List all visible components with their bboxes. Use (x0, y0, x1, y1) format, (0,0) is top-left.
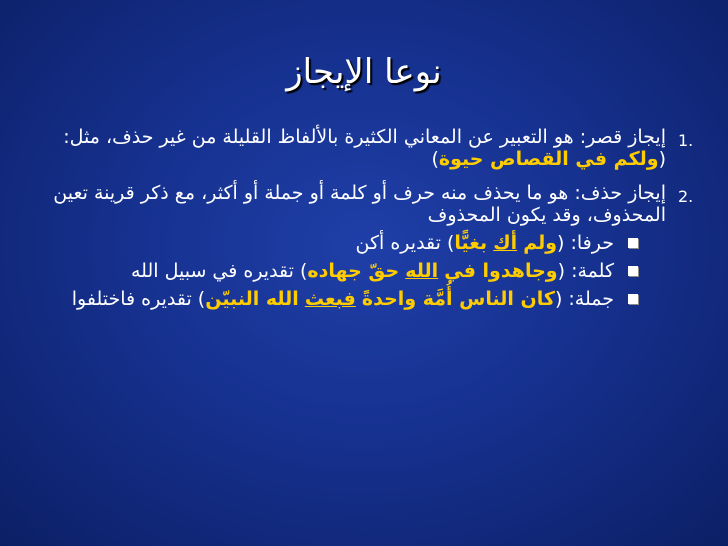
quote-highlight: ولكم في القصاص حيوة (438, 148, 659, 170)
square-bullet-icon (628, 238, 638, 248)
quote-highlight: ولم (523, 232, 558, 254)
item-text-end: ) (431, 148, 439, 170)
square-bullet-icon (628, 294, 638, 304)
quote-underlined: أك (493, 232, 518, 254)
quote-highlight: بغيًّا (454, 232, 488, 254)
item-number: 1. (678, 131, 694, 150)
quote-highlight: وجاهدوا في (444, 260, 558, 282)
list-item-2 (24, 182, 694, 226)
sub-label: حرفا: ( (557, 232, 614, 254)
sub-label: جملة: ( (554, 288, 614, 310)
sub-rest: ) تقديره فاختلفوا (71, 288, 206, 310)
quote-underlined: الله (405, 260, 439, 282)
quote-underlined: فبعث (304, 288, 356, 310)
sub-rest: ) تقديره أكن (355, 232, 455, 254)
quote-highlight: كان الناس أُمَّة واحدةً (361, 288, 555, 310)
sub-item-harf (24, 232, 614, 254)
quote-highlight: الله النبيّن (205, 288, 299, 310)
sub-rest: ) تقديره في سبيل الله (131, 260, 308, 282)
quote-highlight: حقّ جهاده (307, 260, 400, 282)
list-item-1 (24, 126, 694, 170)
item-text: إيجاز قصر: هو التعبير عن المعاني الكثيرة بالألفاظ القليلة من غير حذف، مثل: ( (63, 126, 666, 170)
slide-content (24, 126, 694, 316)
sub-item-kalima (24, 260, 614, 282)
item-text: إيجاز حذف: هو ما يحذف منه حرف أو كلمة أو جملة أو أكثر، مع ذكر قرينة تعين المحذوف، وقد يكون المحذوف (53, 182, 666, 226)
square-bullet-icon (628, 266, 638, 276)
item-number: 2. (678, 187, 694, 206)
sub-label: كلمة: ( (557, 260, 614, 282)
sub-item-jumla (24, 288, 614, 310)
slide-title: نوعا الإيجاز (286, 52, 442, 92)
